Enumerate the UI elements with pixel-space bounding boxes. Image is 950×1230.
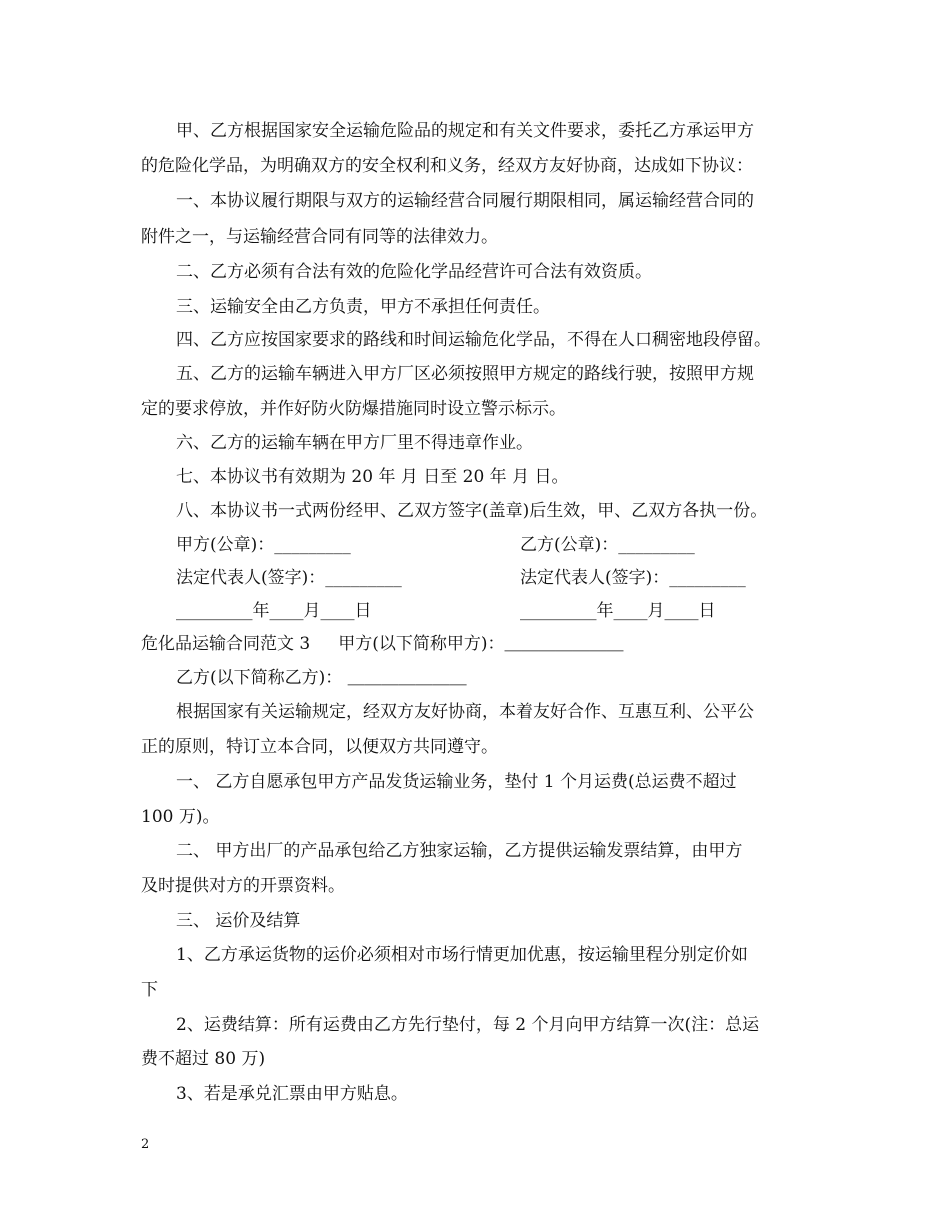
paragraph-line: 1、乙方承运货物的运价必须相对市场行情更加优惠，按运输里程分别定价如 — [176, 945, 748, 965]
paragraph-line: 费不超过 80 万) — [141, 1049, 266, 1069]
paragraph-line: 六、乙方的运输车辆在甲方厂里不得违章作业。 — [176, 433, 533, 453]
paragraph-line: 附件之一，与运输经营合同有同等的法律效力。 — [141, 227, 498, 247]
paragraph-line: 100 万)。 — [141, 807, 220, 827]
page-number: 2 — [141, 1137, 150, 1152]
paragraph-line: 定的要求停放，并作好防火防爆措施同时设立警示标示。 — [141, 399, 566, 419]
paragraph-line: 一、本协议履行期限与双方的运输经营合同履行期限相同，属运输经营合同的 — [176, 191, 754, 211]
date-row — [176, 600, 856, 622]
contract-3-heading-row — [141, 633, 821, 655]
party-b-field: 乙方(以下简称乙方)： ＿＿＿＿＿＿＿ — [176, 668, 467, 688]
paragraph-line: 根据国家有关运输规定，经双方友好协商，本着友好合作、互惠互利、公平公 — [176, 702, 754, 722]
paragraph-line: 3、若是承兑汇票由甲方贴息。 — [176, 1084, 408, 1104]
paragraph-line: 五、乙方的运输车辆进入甲方厂区必须按照甲方规定的路线行驶，按照甲方规 — [176, 364, 754, 384]
party-a-seal: 甲方(公章)：_________ — [176, 535, 351, 555]
section-heading: 三、 运价及结算 — [176, 911, 301, 931]
validity-period-line: 七、本协议书有效期为 20 年 月 日至 20 年 月 日。 — [176, 467, 569, 487]
paragraph-line: 三、运输安全由乙方负责，甲方不承担任何责任。 — [176, 297, 550, 317]
contract-title: 危化品运输合同范文 3 — [141, 634, 311, 654]
party-a-field: 甲方(以下简称甲方)：＿＿＿＿＿＿＿ — [338, 634, 624, 654]
party-b-date: _________年____月____日 — [520, 601, 716, 621]
party-a-date: _________年____月____日 — [176, 601, 372, 621]
paragraph-line: 的危险化学品，为明确双方的安全权利和义务，经双方友好协商，达成如下协议： — [141, 156, 753, 176]
paragraph-line: 甲、乙方根据国家安全运输危险品的规定和有关文件要求，委托乙方承运甲方 — [176, 121, 754, 141]
paragraph-line: 一、 乙方自愿承包甲方产品发货运输业务，垫付 1 个月运费(总运费不超过 — [176, 772, 737, 792]
party-a-representative: 法定代表人(签字)：_________ — [176, 568, 402, 588]
paragraph-line: 下 — [141, 980, 158, 1000]
seal-row — [176, 534, 856, 556]
paragraph-line: 二、乙方必须有合法有效的危险化学品经营许可合法有效资质。 — [176, 262, 652, 282]
party-b-seal: 乙方(公章)：_________ — [520, 535, 695, 555]
paragraph-line: 四、乙方应按国家要求的路线和时间运输危化学品，不得在人口稠密地段停留。 — [176, 330, 771, 350]
paragraph-line: 二、 甲方出厂的产品承包给乙方独家运输，乙方提供运输发票结算，由甲方 — [176, 841, 743, 861]
paragraph-line: 及时提供对方的开票资料。 — [141, 876, 345, 896]
paragraph-line: 正的原则，特订立本合同，以便双方共同遵守。 — [141, 737, 498, 757]
paragraph-line: 2、运费结算：所有运费由乙方先行垫付，每 2 个月向甲方结算一次(注：总运 — [176, 1015, 760, 1035]
representative-row — [176, 567, 856, 589]
paragraph-line: 八、本协议书一式两份经甲、乙双方签字(盖章)后生效，甲、乙双方各执一份。 — [176, 501, 768, 521]
party-b-representative: 法定代表人(签字)：_________ — [520, 568, 746, 588]
